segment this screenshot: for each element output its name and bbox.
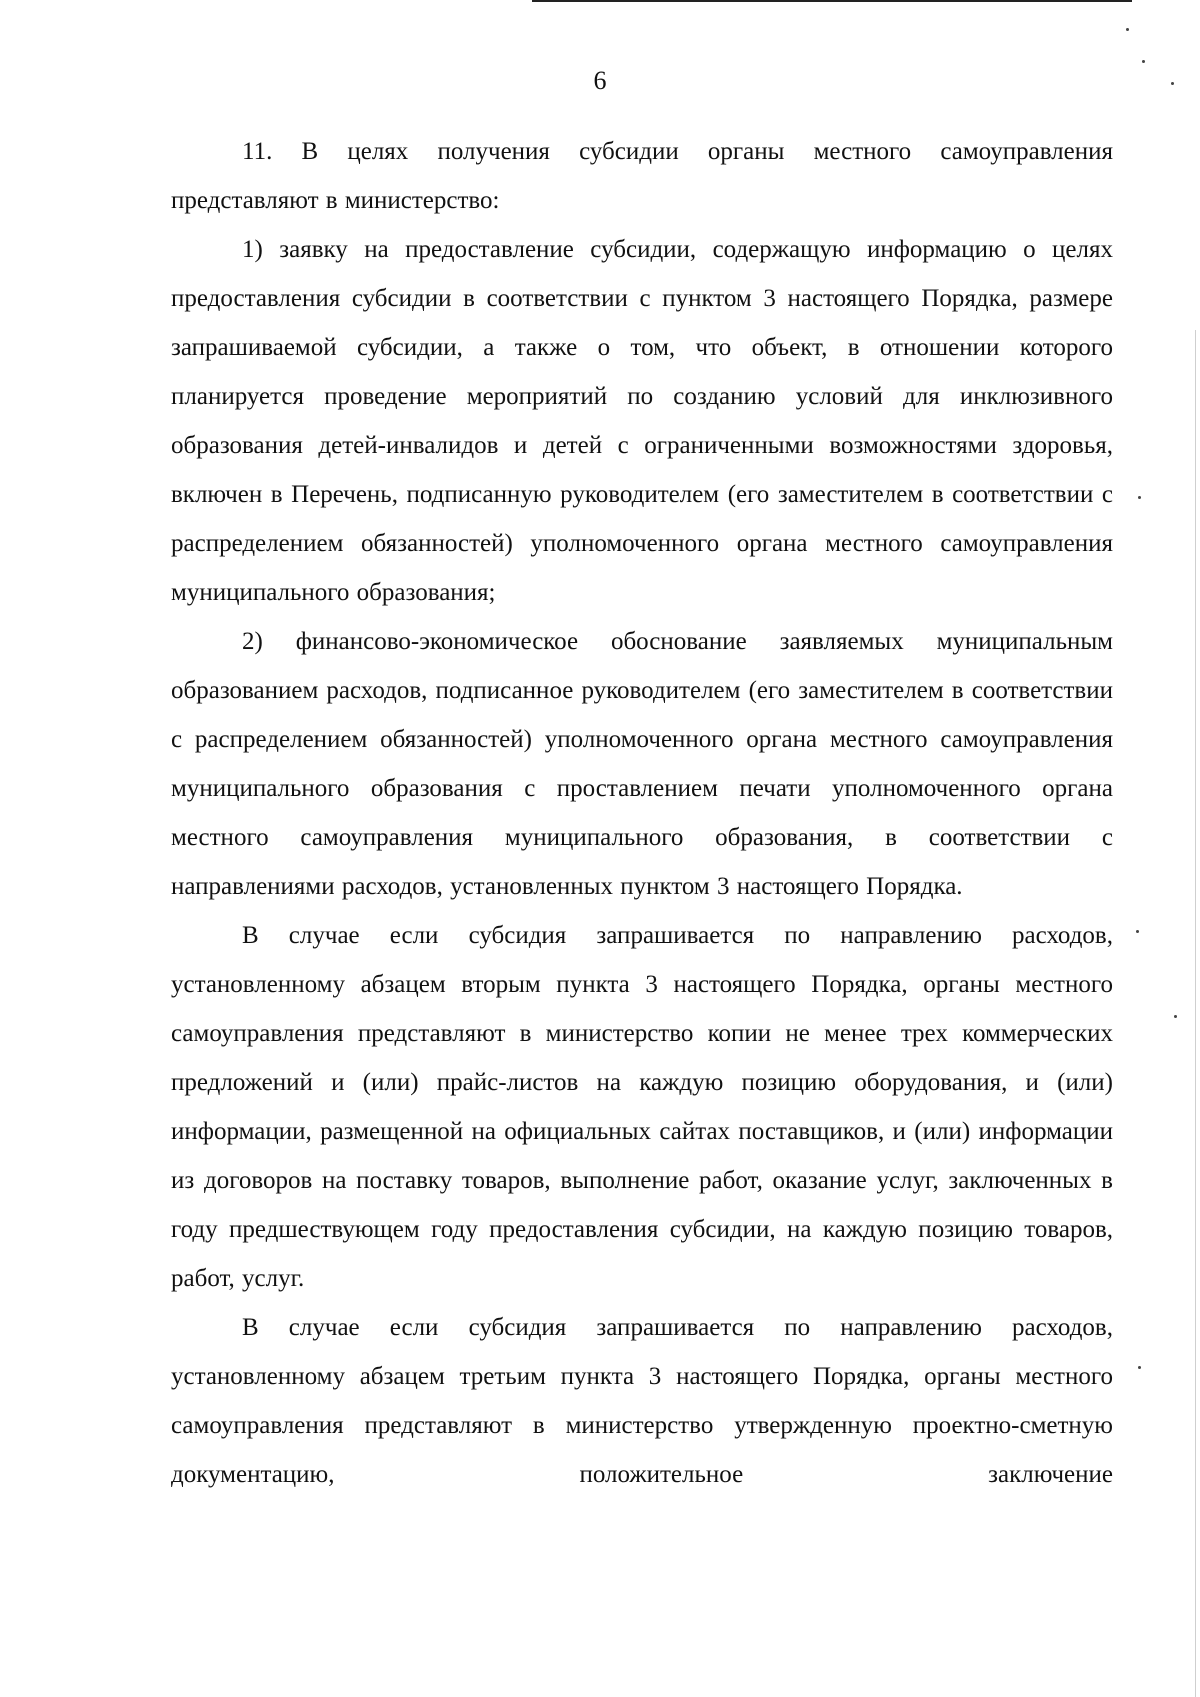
paragraph: В случае если субсидия запрашивается по направлению расходов, установленному абзацем третьим пункта 3 настоящего Порядка, органы местного самоуправления представляют в министерство утвержденную проектно-сметную документацию, положительное заключение [171,1314,1113,1488]
scan-speck [1142,60,1145,63]
scan-speck [1136,930,1139,933]
scan-speck [1126,28,1129,31]
page-number: 6 [593,66,607,95]
paragraph: В случае если субсидия запрашивается по направлению расходов, установленному абзацем вторым пункта 3 настоящего Порядка, органы местного самоуправления представляют в министерство копии не менее трех коммерческих предложений и (или) прайс-листов на каждую позицию оборудования, и (или) информации, размещенной на официальных сайтах поставщиков, и (или) информации из договоров на поставку товаров, выполнение работ, оказание услуг, заключенных в году предшествующем году предоставления субсидии, на каждую позицию товаров, работ, услуг. [171,922,1113,1292]
scan-speck [1174,1015,1177,1018]
scan-speck [1138,1366,1141,1369]
paragraph: 2) финансово-экономическое обоснование заявляемых муниципальным образованием расходов, подписанное руководителем (его заместителем в соответствии с распределением обязанностей) уполномоченного органа местного самоуправления муниципального образования с проставлением печати уполномоченного органа местного самоуправления муниципального образования, в соответствии с направлениями расходов, установленных пунктом 3 настоящего Порядка. [171,628,1113,900]
right-margin-line [1195,330,1196,1697]
paragraph: 11. В целях получения субсидии органы местного самоуправления представляют в министерство: [171,138,1113,214]
top-border-line [532,0,1132,2]
document-text [171,127,1113,1499]
scan-speck [1138,496,1141,499]
scan-speck [1171,82,1174,85]
paragraph: 1) заявку на предоставление субсидии, содержащую информацию о целях предоставления субсидии в соответствии с пунктом 3 настоящего Порядка, размере запрашиваемой субсидии, а также о том, что объект, в отношении которого планируется проведение мероприятий по созданию условий для инклюзивного образования детей-инвалидов и детей с ограниченными возможностями здоровья, включен в Перечень, подписанную руководителем (его заместителем в соответствии с распределением обязанностей) уполномоченного органа местного самоуправления муниципального образования; [171,236,1113,606]
